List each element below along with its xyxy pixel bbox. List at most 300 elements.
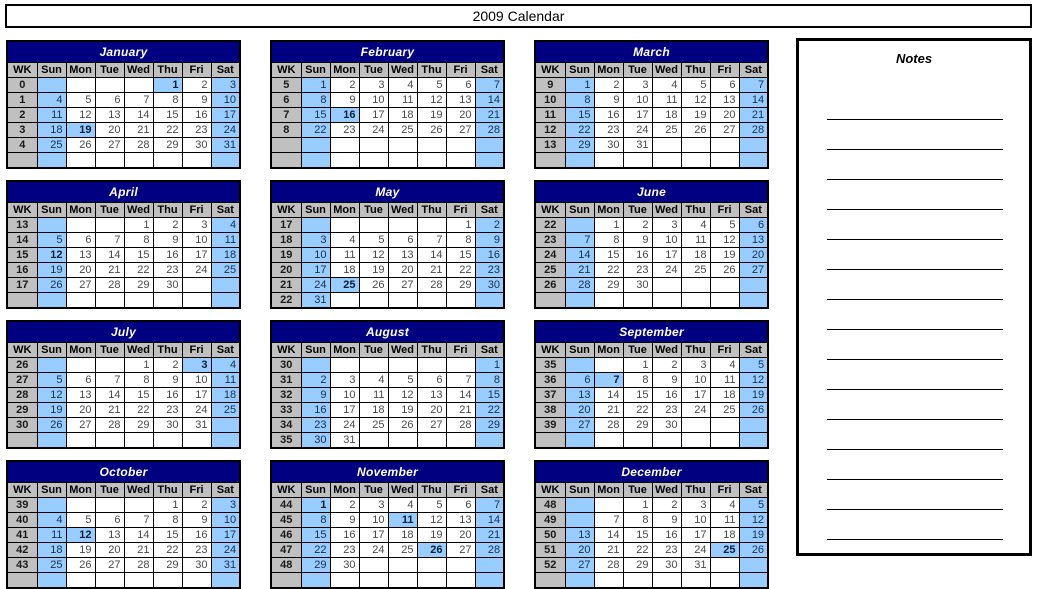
day-header-sun: Sun <box>565 483 594 498</box>
day-header-sun: Sun <box>301 63 330 78</box>
day-cell <box>623 433 652 449</box>
day-cell <box>565 513 594 528</box>
day-cell: 10 <box>330 388 359 403</box>
day-cell: 10 <box>681 513 710 528</box>
week-number: 40 <box>7 513 37 528</box>
day-header-fri: Fri <box>446 63 475 78</box>
day-header-thu: Thu <box>681 483 710 498</box>
day-header-sun: Sun <box>37 343 66 358</box>
day-cell: 18 <box>710 528 739 543</box>
day-cell: 24 <box>330 418 359 433</box>
day-cell <box>388 218 417 233</box>
day-cell: 7 <box>475 498 504 513</box>
day-cell: 24 <box>182 403 211 418</box>
day-cell <box>446 358 475 373</box>
week-row <box>535 433 768 449</box>
day-cell <box>211 573 240 589</box>
day-cell: 14 <box>124 528 153 543</box>
day-cell: 22 <box>124 403 153 418</box>
day-cell: 26 <box>388 418 417 433</box>
day-cell: 3 <box>652 218 681 233</box>
day-cell: 18 <box>37 123 66 138</box>
week-row <box>7 278 240 293</box>
day-cell <box>124 153 153 169</box>
day-cell: 8 <box>153 513 182 528</box>
day-cell: 16 <box>475 248 504 263</box>
day-cell: 15 <box>594 248 623 263</box>
week-row <box>271 388 504 403</box>
week-number: 45 <box>271 513 301 528</box>
day-cell: 26 <box>681 123 710 138</box>
day-cell: 6 <box>565 373 594 388</box>
day-cell: 11 <box>37 528 66 543</box>
day-cell: 28 <box>95 278 124 293</box>
day-cell <box>37 498 66 513</box>
week-number: 22 <box>271 293 301 309</box>
day-cell: 25 <box>37 558 66 573</box>
week-row <box>271 93 504 108</box>
week-number: 22 <box>535 218 565 233</box>
day-cell: 15 <box>623 388 652 403</box>
day-cell: 7 <box>95 233 124 248</box>
day-cell: 17 <box>211 108 240 123</box>
day-cell: 2 <box>594 78 623 93</box>
day-cell: 9 <box>301 388 330 403</box>
day-cell: 31 <box>681 558 710 573</box>
day-cell: 16 <box>623 248 652 263</box>
day-header-mon: Mon <box>66 343 95 358</box>
day-cell <box>37 153 66 169</box>
day-cell: 25 <box>211 403 240 418</box>
day-header-sun: Sun <box>37 203 66 218</box>
week-number: 26 <box>535 278 565 293</box>
week-row <box>271 233 504 248</box>
day-cell: 20 <box>565 403 594 418</box>
day-cell: 27 <box>66 278 95 293</box>
week-number: 30 <box>271 358 301 373</box>
day-cell: 23 <box>594 123 623 138</box>
week-row <box>535 358 768 373</box>
notes-line <box>827 270 1003 300</box>
week-row <box>271 78 504 93</box>
day-header-tue: Tue <box>359 343 388 358</box>
day-cell <box>739 293 768 309</box>
day-cell <box>475 138 504 153</box>
day-header-wed: Wed <box>652 63 681 78</box>
day-cell: 17 <box>182 388 211 403</box>
day-cell <box>359 573 388 589</box>
week-row <box>535 513 768 528</box>
day-cell: 6 <box>388 233 417 248</box>
day-cell: 6 <box>710 78 739 93</box>
day-cell: 2 <box>182 78 211 93</box>
day-cell <box>66 293 95 309</box>
day-cell: 26 <box>359 278 388 293</box>
day-cell: 5 <box>359 233 388 248</box>
day-header-thu: Thu <box>417 343 446 358</box>
day-cell: 11 <box>359 388 388 403</box>
notes-line <box>827 300 1003 330</box>
day-cell: 2 <box>475 218 504 233</box>
day-cell: 21 <box>475 528 504 543</box>
notes-line <box>827 450 1003 480</box>
notes-line <box>827 240 1003 270</box>
day-cell: 10 <box>359 93 388 108</box>
day-header-wk: WK <box>7 483 37 498</box>
day-cell <box>475 293 504 309</box>
month-title: February <box>271 41 504 63</box>
day-cell: 19 <box>37 263 66 278</box>
week-row <box>271 418 504 433</box>
day-cell: 12 <box>417 513 446 528</box>
day-cell <box>446 138 475 153</box>
day-cell: 26 <box>37 278 66 293</box>
day-header-sat: Sat <box>475 343 504 358</box>
day-cell: 20 <box>95 123 124 138</box>
week-number: 2 <box>7 108 37 123</box>
week-row <box>7 528 240 543</box>
day-cell <box>417 573 446 589</box>
day-cell: 29 <box>153 138 182 153</box>
week-row <box>535 123 768 138</box>
day-cell: 6 <box>446 78 475 93</box>
day-cell: 20 <box>66 263 95 278</box>
day-cell: 8 <box>594 233 623 248</box>
day-header-sun: Sun <box>565 63 594 78</box>
week-number: 49 <box>535 513 565 528</box>
day-cell: 27 <box>66 418 95 433</box>
day-cell: 27 <box>95 558 124 573</box>
day-cell <box>182 293 211 309</box>
month-june <box>534 180 769 309</box>
day-header-sat: Sat <box>475 203 504 218</box>
week-number: 5 <box>271 78 301 93</box>
day-cell <box>475 153 504 169</box>
day-header-tue: Tue <box>359 63 388 78</box>
week-number: 20 <box>271 263 301 278</box>
day-cell <box>594 498 623 513</box>
day-cell <box>301 218 330 233</box>
day-cell: 25 <box>359 418 388 433</box>
day-cell: 27 <box>565 558 594 573</box>
month-title: September <box>535 321 768 343</box>
day-cell <box>652 433 681 449</box>
day-cell: 7 <box>446 373 475 388</box>
day-cell: 19 <box>739 528 768 543</box>
day-cell: 3 <box>182 358 211 373</box>
day-cell: 14 <box>95 248 124 263</box>
day-cell: 11 <box>330 248 359 263</box>
week-row <box>271 543 504 558</box>
day-cell <box>594 153 623 169</box>
day-cell: 1 <box>623 358 652 373</box>
day-cell <box>681 433 710 449</box>
day-cell <box>417 293 446 309</box>
notes-line <box>827 150 1003 180</box>
week-number <box>535 433 565 449</box>
day-cell: 28 <box>446 418 475 433</box>
day-header-thu: Thu <box>417 483 446 498</box>
week-row <box>271 513 504 528</box>
day-cell: 19 <box>739 388 768 403</box>
day-cell: 26 <box>417 543 446 558</box>
day-cell <box>66 78 95 93</box>
week-number: 51 <box>535 543 565 558</box>
day-cell: 19 <box>681 108 710 123</box>
day-cell: 6 <box>66 233 95 248</box>
week-number: 35 <box>271 433 301 449</box>
day-cell: 19 <box>359 263 388 278</box>
day-cell: 1 <box>153 78 182 93</box>
day-cell: 12 <box>66 528 95 543</box>
day-cell <box>95 573 124 589</box>
day-cell: 9 <box>652 373 681 388</box>
day-header-tue: Tue <box>95 483 124 498</box>
week-row <box>535 108 768 123</box>
week-number <box>535 573 565 589</box>
day-cell <box>417 358 446 373</box>
day-header-mon: Mon <box>330 483 359 498</box>
day-cell: 8 <box>475 373 504 388</box>
week-number: 7 <box>271 108 301 123</box>
day-cell: 15 <box>153 108 182 123</box>
day-cell: 14 <box>124 108 153 123</box>
day-header-fri: Fri <box>710 343 739 358</box>
day-cell: 3 <box>301 233 330 248</box>
day-cell: 19 <box>710 248 739 263</box>
day-cell: 15 <box>475 388 504 403</box>
day-cell: 3 <box>359 78 388 93</box>
day-cell <box>388 293 417 309</box>
day-cell: 20 <box>388 263 417 278</box>
day-cell: 1 <box>446 218 475 233</box>
day-cell: 12 <box>66 108 95 123</box>
day-cell: 17 <box>681 528 710 543</box>
day-cell: 13 <box>710 93 739 108</box>
day-cell: 30 <box>475 278 504 293</box>
week-row <box>7 108 240 123</box>
day-cell: 25 <box>211 263 240 278</box>
month-december <box>534 460 769 589</box>
day-header-sat: Sat <box>739 63 768 78</box>
day-cell: 15 <box>301 528 330 543</box>
day-cell: 21 <box>95 403 124 418</box>
day-cell <box>124 498 153 513</box>
day-cell: 28 <box>124 138 153 153</box>
day-cell: 14 <box>594 528 623 543</box>
week-row <box>271 263 504 278</box>
day-cell: 2 <box>153 218 182 233</box>
day-cell <box>739 138 768 153</box>
day-cell <box>417 153 446 169</box>
day-cell: 10 <box>652 233 681 248</box>
notes-line <box>827 480 1003 510</box>
day-cell: 30 <box>623 278 652 293</box>
week-row <box>7 218 240 233</box>
day-cell <box>681 418 710 433</box>
day-cell: 12 <box>388 388 417 403</box>
day-cell: 25 <box>388 123 417 138</box>
day-cell: 4 <box>652 78 681 93</box>
day-cell <box>211 433 240 449</box>
day-cell: 31 <box>330 433 359 449</box>
day-header-wk: WK <box>7 63 37 78</box>
day-cell: 18 <box>37 543 66 558</box>
notes-line <box>827 360 1003 390</box>
day-cell: 14 <box>739 93 768 108</box>
week-number: 31 <box>271 373 301 388</box>
day-cell: 29 <box>446 278 475 293</box>
day-cell: 17 <box>330 403 359 418</box>
day-cell <box>710 573 739 589</box>
day-cell: 16 <box>330 528 359 543</box>
week-number: 30 <box>7 418 37 433</box>
day-cell <box>301 573 330 589</box>
day-cell: 5 <box>388 373 417 388</box>
day-cell: 21 <box>124 123 153 138</box>
day-cell <box>475 433 504 449</box>
day-cell: 9 <box>153 373 182 388</box>
day-cell: 5 <box>66 93 95 108</box>
day-cell: 25 <box>388 543 417 558</box>
month-november <box>270 460 505 589</box>
day-cell: 28 <box>475 123 504 138</box>
day-cell <box>211 293 240 309</box>
day-cell <box>330 573 359 589</box>
notes-title: Notes <box>895 51 933 66</box>
day-cell <box>124 78 153 93</box>
day-cell: 18 <box>681 248 710 263</box>
week-row <box>7 93 240 108</box>
day-cell <box>182 573 211 589</box>
day-cell: 17 <box>301 263 330 278</box>
day-cell: 13 <box>417 388 446 403</box>
day-cell <box>565 153 594 169</box>
week-number: 19 <box>271 248 301 263</box>
day-cell: 2 <box>153 358 182 373</box>
day-cell: 27 <box>565 418 594 433</box>
day-header-sun: Sun <box>37 483 66 498</box>
day-cell: 8 <box>124 233 153 248</box>
week-row <box>7 358 240 373</box>
day-cell: 9 <box>330 513 359 528</box>
day-cell <box>95 358 124 373</box>
day-cell: 27 <box>417 418 446 433</box>
day-cell: 22 <box>475 403 504 418</box>
day-cell <box>182 433 211 449</box>
day-header-fri: Fri <box>446 343 475 358</box>
day-cell: 25 <box>652 123 681 138</box>
notes-line <box>827 90 1003 120</box>
week-row <box>271 218 504 233</box>
week-number: 46 <box>271 528 301 543</box>
day-cell: 19 <box>417 528 446 543</box>
day-cell: 13 <box>565 388 594 403</box>
day-header-fri: Fri <box>182 203 211 218</box>
day-cell: 17 <box>211 528 240 543</box>
day-cell: 6 <box>446 498 475 513</box>
day-cell <box>623 573 652 589</box>
day-header-wed: Wed <box>388 203 417 218</box>
day-cell <box>359 218 388 233</box>
week-row <box>271 293 504 309</box>
day-cell <box>594 573 623 589</box>
day-header-mon: Mon <box>330 203 359 218</box>
day-header-sat: Sat <box>739 483 768 498</box>
day-cell: 30 <box>652 418 681 433</box>
day-header-thu: Thu <box>153 63 182 78</box>
day-cell: 23 <box>475 263 504 278</box>
month-title: July <box>7 321 240 343</box>
week-number: 44 <box>271 498 301 513</box>
month-september <box>534 320 769 449</box>
week-number: 10 <box>535 93 565 108</box>
week-number <box>7 293 37 309</box>
day-cell: 31 <box>182 418 211 433</box>
week-row <box>7 573 240 589</box>
day-cell: 30 <box>652 558 681 573</box>
week-number: 14 <box>7 233 37 248</box>
page-title-text: 2009 Calendar <box>472 8 565 24</box>
day-cell: 21 <box>594 403 623 418</box>
day-cell <box>95 218 124 233</box>
notes-line <box>827 510 1003 540</box>
day-header-sat: Sat <box>211 483 240 498</box>
day-cell: 23 <box>153 263 182 278</box>
day-cell: 31 <box>301 293 330 309</box>
day-cell: 18 <box>211 388 240 403</box>
notes-line <box>827 420 1003 450</box>
day-cell <box>681 153 710 169</box>
week-number: 11 <box>535 108 565 123</box>
day-cell: 16 <box>182 108 211 123</box>
day-cell <box>95 433 124 449</box>
day-cell: 2 <box>330 498 359 513</box>
week-row <box>271 108 504 123</box>
day-cell: 21 <box>475 108 504 123</box>
day-header-wk: WK <box>271 483 301 498</box>
day-cell: 23 <box>153 403 182 418</box>
day-cell: 13 <box>565 528 594 543</box>
day-cell <box>475 573 504 589</box>
day-cell <box>681 278 710 293</box>
day-cell: 17 <box>359 108 388 123</box>
day-cell: 13 <box>388 248 417 263</box>
month-title: January <box>7 41 240 63</box>
day-cell: 4 <box>388 498 417 513</box>
day-header-fri: Fri <box>182 343 211 358</box>
day-cell <box>95 293 124 309</box>
day-cell: 5 <box>710 218 739 233</box>
day-cell <box>153 293 182 309</box>
week-row <box>7 138 240 153</box>
day-cell: 16 <box>330 108 359 123</box>
day-cell <box>739 573 768 589</box>
day-cell: 28 <box>124 558 153 573</box>
week-row <box>271 403 504 418</box>
day-header-wk: WK <box>535 203 565 218</box>
day-cell <box>388 153 417 169</box>
day-cell <box>37 218 66 233</box>
day-header-thu: Thu <box>153 343 182 358</box>
week-row <box>7 558 240 573</box>
day-cell: 26 <box>739 403 768 418</box>
day-cell: 23 <box>623 263 652 278</box>
day-cell <box>681 573 710 589</box>
day-cell: 14 <box>95 388 124 403</box>
week-number: 48 <box>271 558 301 573</box>
day-cell: 7 <box>475 78 504 93</box>
